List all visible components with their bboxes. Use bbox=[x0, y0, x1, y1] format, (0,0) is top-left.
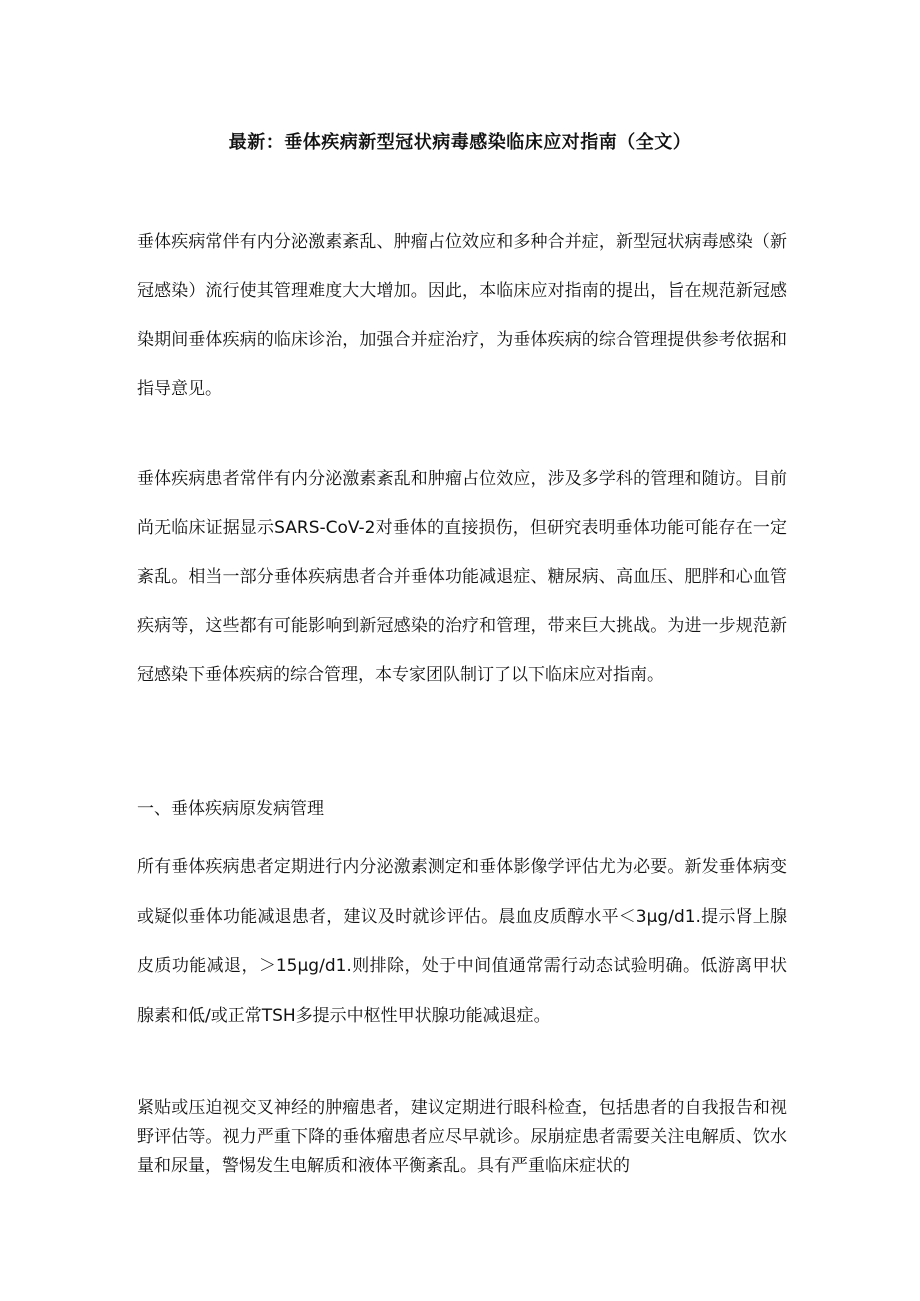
intro-paragraph-1: 垂体疾病常伴有内分泌激素紊乱、肿瘤占位效应和多种合并症，新型冠状病毒感染（新冠感染）流行使其管理难度大大增加。因此，本临床应对指南的提出，旨在规范新冠感染期间垂体疾病的临床诊治，加强合并症治疗，为垂体疾病的综合管理提供参考依据和指导意见。 bbox=[137, 232, 787, 399]
document-title: 最新：垂体疾病新型冠状病毒感染临床应对指南（全文） bbox=[228, 132, 692, 153]
section-heading: 一、垂体疾病原发病管理 bbox=[137, 799, 324, 819]
section-paragraph-2: 紧贴或压迫视交叉神经的肿瘤患者，建议定期进行眼科检查，包括患者的自我报告和视野评估等。视力严重下降的垂体瘤患者应尽早就诊。尿崩症患者需要关注电解质、饮水量和尿量，警惕发生电解质和液体平衡紊乱。具有严重临床症状的 bbox=[137, 1098, 787, 1176]
section-paragraph-1: 所有垂体疾病患者定期进行内分泌激素测定和垂体影像学评估尤为必要。新发垂体病变或疑似垂体功能减退患者，建议及时就诊评估。晨血皮质醇水平＜3μg∕d1.提示肾上腺皮质功能减退，＞15μg∕d1.则排除，处于中间值通常需行动态试验明确。低游离甲状腺素和低∕或正常TSH多提示中枢性甲状腺功能减退症。 bbox=[137, 857, 787, 1026]
intro-paragraph-2: 垂体疾病患者常伴有内分泌激素紊乱和肿瘤占位效应，涉及多学科的管理和随访。目前尚无临床证据显示SARS-CoV-2对垂体的直接损伤，但研究表明垂体功能可能存在一定紊乱。相当一部分垂体疾病患者合并垂体功能减退症、糖尿病、高血压、肥胖和心血管疾病等，这些都有可能影响到新冠感染的治疗和管理，带来巨大挑战。为进一步规范新冠感染下垂体疾病的综合管理，本专家团队制订了以下临床应对指南。 bbox=[137, 469, 787, 685]
